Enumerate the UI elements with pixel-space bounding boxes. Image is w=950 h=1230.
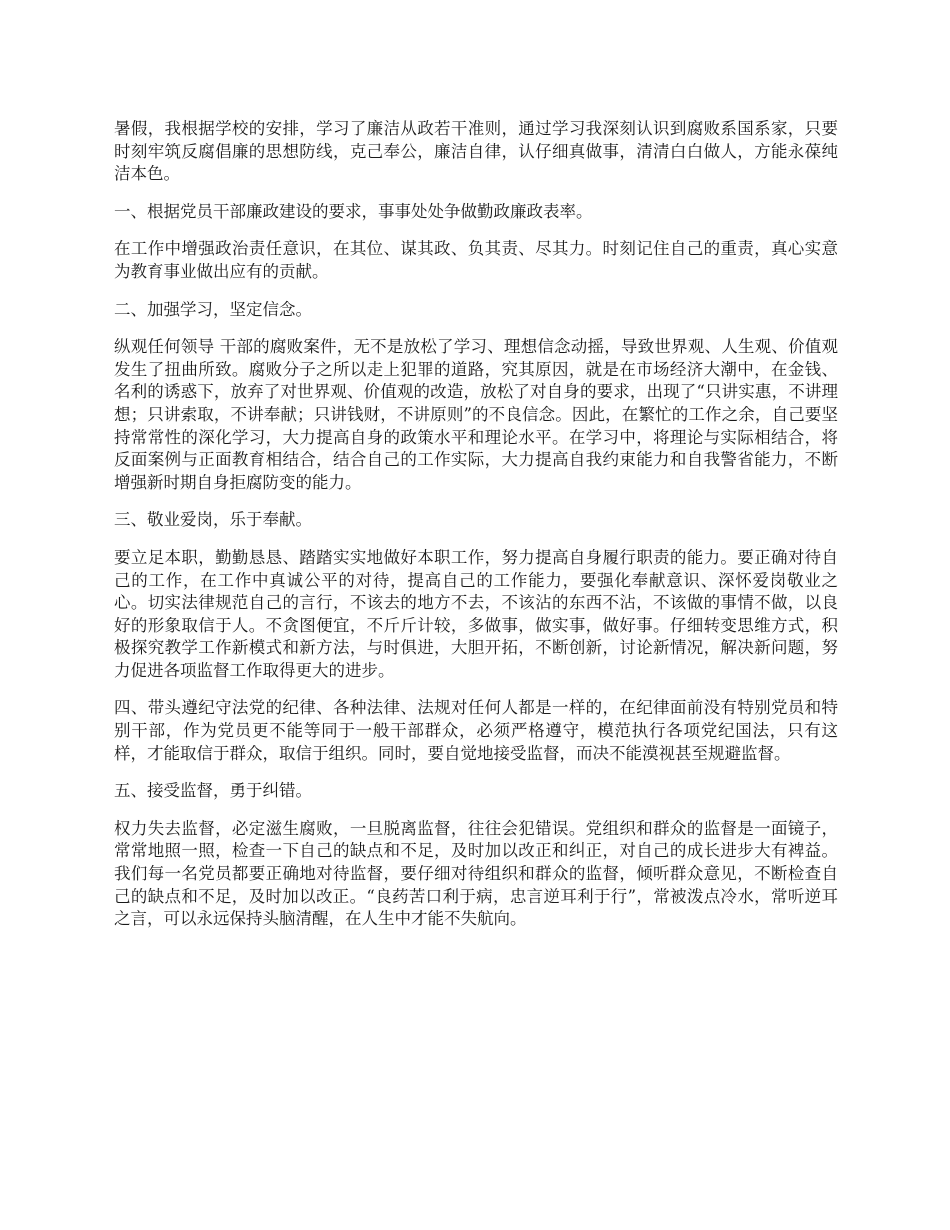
section-paragraph-1: 在工作中增强政治责任意识，在其位、谋其政、负其责、尽其力。时刻记住自己的重责，真心实意为教育事业做出应有的贡献。 (114, 239, 838, 281)
section-heading-3: 三、敬业爱岗，乐于奉献。 (114, 510, 312, 530)
section-heading-5: 五、接受监督，勇于纠错。 (114, 781, 312, 801)
document-body (114, 118, 838, 946)
section-paragraph-2: 纵观任何领导 干部的腐败案件，无不是放松了学习、理想信念动摇，导致世界观、人生观、价值观发生了扭曲所致。腐败分子之所以走上犯罪的道路，究其原因，就是在市场经济大潮中，在金钱、名利的诱惑下，放弃了对世界观、价值观的改造，放松了对自身的要求，出现了“只讲实惠，不讲理想；只讲索取，不讲奉献；只讲钱财，不讲原则”的不良信念。因此，在繁忙的工作之余，自己要坚持常常性的深化学习，大力提高自身的政策水平和理论水平。在学习中，将理论与实际相结合，将反面案例与正面教育相结合，结合自己的工作实际，大力提高自我约束能力和自我警省能力，不断增强新时期自身拒腐防变的能力。 (114, 337, 838, 492)
section-heading-2: 二、加强学习，坚定信念。 (114, 299, 312, 319)
section-paragraph-5: 权力失去监督，必定滋生腐败，一旦脱离监督，往往会犯错误。党组织和群众的监督是一面镜子，常常地照一照，检查一下自己的缺点和不足，及时加以改正和纠正，对自己的成长进步大有裨益。我们每一名党员都要正确地对待监督，要仔细对待组织和群众的监督，倾听群众意见，不断检查自己的缺点和不足，及时加以改正。“良药苦口利于病，忠言逆耳利于行”，常被泼点冷水，常听逆耳之言，可以永远保持头脑清醒，在人生中才能不失航向。 (114, 818, 838, 929)
section-heading-1: 一、根据党员干部廉政建设的要求，事事处处争做勤政廉政表率。 (114, 201, 593, 221)
section-paragraph-3: 要立足本职，勤勤恳恳、踏踏实实地做好本职工作，努力提高自身履行职责的能力。要正确对待自己的工作，在工作中真诚公平的对待，提高自己的工作能力，要强化奉献意识、深怀爱岗敬业之心。切实法律规范自己的言行，不该去的地方不去，不该沾的东西不沾，不该做的事情不做，以良好的形象取信于人。不贪图便宜，不斤斤计较，多做事，做实事，做好事。仔细转变思维方式，积极探究教学工作新模式和新方法，与时俱进，大胆开拓，不断创新，讨论新情况，解决新问题，努力促进各项监督工作取得更大的进步。 (114, 547, 838, 680)
intro-paragraph: 暑假，我根据学校的安排，学习了廉洁从政若干准则，通过学习我深刻认识到腐败系国系家，只要时刻牢筑反腐倡廉的思想防线，克己奉公，廉洁自律，认仔细真做事，清清白白做人，方能永葆纯洁本色。 (114, 119, 838, 184)
section-paragraph-4: 四、带头遵纪守法党的纪律、各种法律、法规对任何人都是一样的，在纪律面前没有特别党员和特别干部，作为党员更不能等同于一般干部群众，必须严格遵守，模范执行各项党纪国法，只有这样，才能取信于群众，取信于组织。同时，要自觉地接受监督，而决不能漠视甚至规避监督。 (114, 698, 838, 763)
